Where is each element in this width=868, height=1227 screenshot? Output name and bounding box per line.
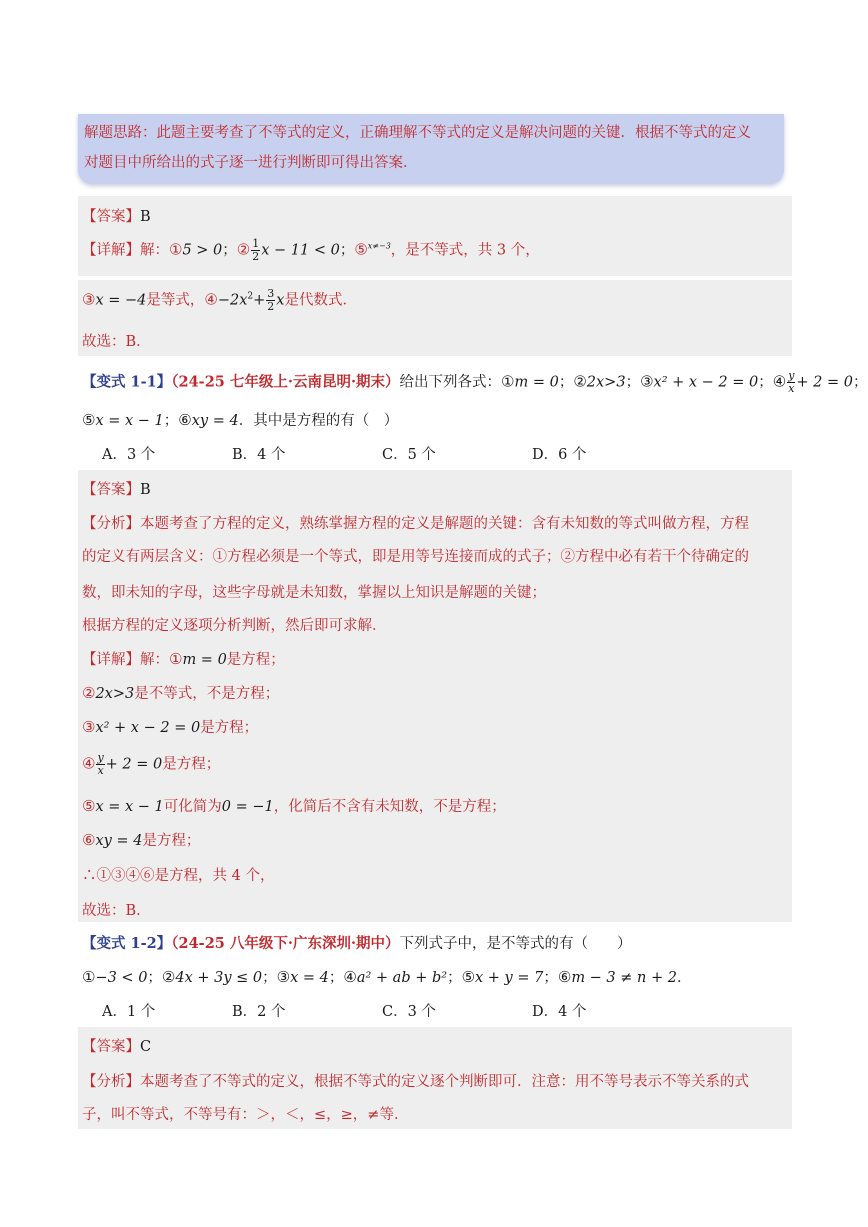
detail-1-line-6: ⑥xy = 4是方程； (82, 831, 201, 849)
option-a-1-1: A．3 个 (102, 447, 156, 463)
answer-line-1 (82, 205, 151, 226)
answer-block-1-top (78, 196, 792, 276)
analysis-2-line-1: 【分析】本题考查了不等式的定义，根据不等式的定义逐个判断即可．注意：用不等号表示不等关系的式 (82, 1074, 749, 1090)
question-1-1-line-2: ⑤x = x − 1；⑥xy = 4．其中是方程的有（ ） (82, 411, 399, 429)
option-b-1-2: B．2 个 (232, 1004, 286, 1020)
detail-1-line-1: 【详解】解：①m = 0是方程； (82, 650, 285, 668)
detail-line-2: ③x = −4是等式，$④-2x^2+$ $\frac{3}{2}$ x是代数式． (82, 287, 357, 313)
circled-3: ③ (82, 290, 96, 309)
answer-line-2: 【答案】B (82, 482, 151, 498)
expr-3: x = −4 (95, 292, 147, 309)
answer-line-3: 【答案】C (82, 1039, 152, 1055)
analysis-1-line-3: 数，即未知的字母，这些字母就是未知数，掌握以上知识是解题的关键； (82, 585, 546, 601)
expr-1: 5 > 0 (182, 242, 223, 259)
detail-1-summary: ∴①③④⑥是方程，共 4 个， (82, 868, 275, 884)
option-c-1-1: C．5 个 (382, 447, 436, 463)
expr-5: x≠−3 (367, 241, 391, 251)
option-d-1-2: D．4 个 (532, 1004, 587, 1020)
variant-tag-1-2: 【变式 1-2】 (82, 935, 172, 952)
answer-value: B (140, 209, 151, 225)
detail-1-line-3: ③x² + x − 2 = 0是方程； (82, 718, 259, 736)
solution-hint-box (78, 114, 784, 184)
detail-tail: ，是不等式，共 3 个， (390, 242, 540, 259)
analysis-2-line-2: 子，叫不等式，不等号有：＞，＜，≤，≥，≠等． (82, 1107, 409, 1123)
source-1-1: （24-25 七年级上·云南昆明·期末） (171, 373, 400, 391)
variant-tag-1-1: 【变式 1-1】 (82, 373, 172, 391)
hint-line-2: 对题目中所给出的式子逐一进行判断即可得出答案． (84, 155, 418, 171)
circled-1: ① (169, 240, 183, 259)
fraction-half: $\frac{1}{2}$ (252, 237, 260, 263)
option-a-1-2: A．1 个 (102, 1004, 156, 1020)
answer-label: 【答案】 (82, 209, 140, 225)
question-1-2-line-2: ①−3 < 0；②4x + 3y ≤ 0；③x = 4；④a² + ab + b²；⑤x + y = 7；⑥m − 3 ≠ n + 2． (82, 968, 692, 986)
option-d-1-1: D．6 个 (532, 447, 587, 463)
detail-line-1: 【详解】解：①5 > 0；② $\frac{1}{2}$ x − 11 < 0；⑤$^{x\ne-3}$，是不等式，共 3 个， (82, 237, 540, 263)
analysis-1-line-4: 根据方程的定义逐项分析判断，然后即可求解． (82, 618, 387, 634)
conclusion-2: 故选：B． (82, 903, 151, 919)
fraction-three-halves: $\frac{3}{2}$ (267, 287, 275, 313)
circled-2: ② (236, 240, 251, 259)
source-1-2: （24-25 八年级下·广东深圳·期中） (171, 935, 400, 952)
option-c-1-2: C．3 个 (382, 1004, 436, 1020)
hint-line-1: 解题思路：此题主要考查了不等式的定义，正确理解不等式的定义是解决问题的关键．根据不等式的定义 (84, 125, 751, 141)
expr-2: x − 11 < 0 (261, 242, 340, 259)
conclusion-1: 故选：B． (82, 334, 151, 350)
detail-1-line-4: ④ $\frac{y}{x}$ + 2 = 0是方程； (82, 751, 221, 777)
question-1-1-line-1: 【变式 1-1】（24-25 七年级上·云南昆明·期末）给出下列各式：①m = 0；②2x>3；③x² + x − 2 = 0；④ $\frac{y}{x}$ + 2 = 0； (82, 369, 868, 395)
circled-5: ⑤ (354, 240, 368, 259)
detail-label: 【详解】 (82, 242, 140, 259)
analysis-1-line-1: 【分析】本题考查了方程的定义，熟练掌握方程的定义是解题的关键：含有未知数的等式叫做方程，方程 (82, 516, 749, 532)
detail-1-line-5: ⑤x = x − 1可化简为0 = −1，化简后不含有未知数，不是方程； (82, 797, 506, 815)
detail-1-line-2: ②2x>3是不等式，不是方程； (82, 684, 280, 702)
analysis-1-line-2: 的定义有两层含义：①方程必须是一个等式，即是用等号连接而成的式子；②方程中必有若干个待确定的 (82, 549, 749, 565)
detail-intro: 解： (140, 242, 169, 259)
question-1-2-line-1: 【变式 1-2】（24-25 八年级下·广东深圳·期中）下列式子中，是不等式的有（ ） (82, 935, 632, 952)
circled-4: ④ (204, 290, 218, 309)
option-b-1-1: B．4 个 (232, 447, 286, 463)
